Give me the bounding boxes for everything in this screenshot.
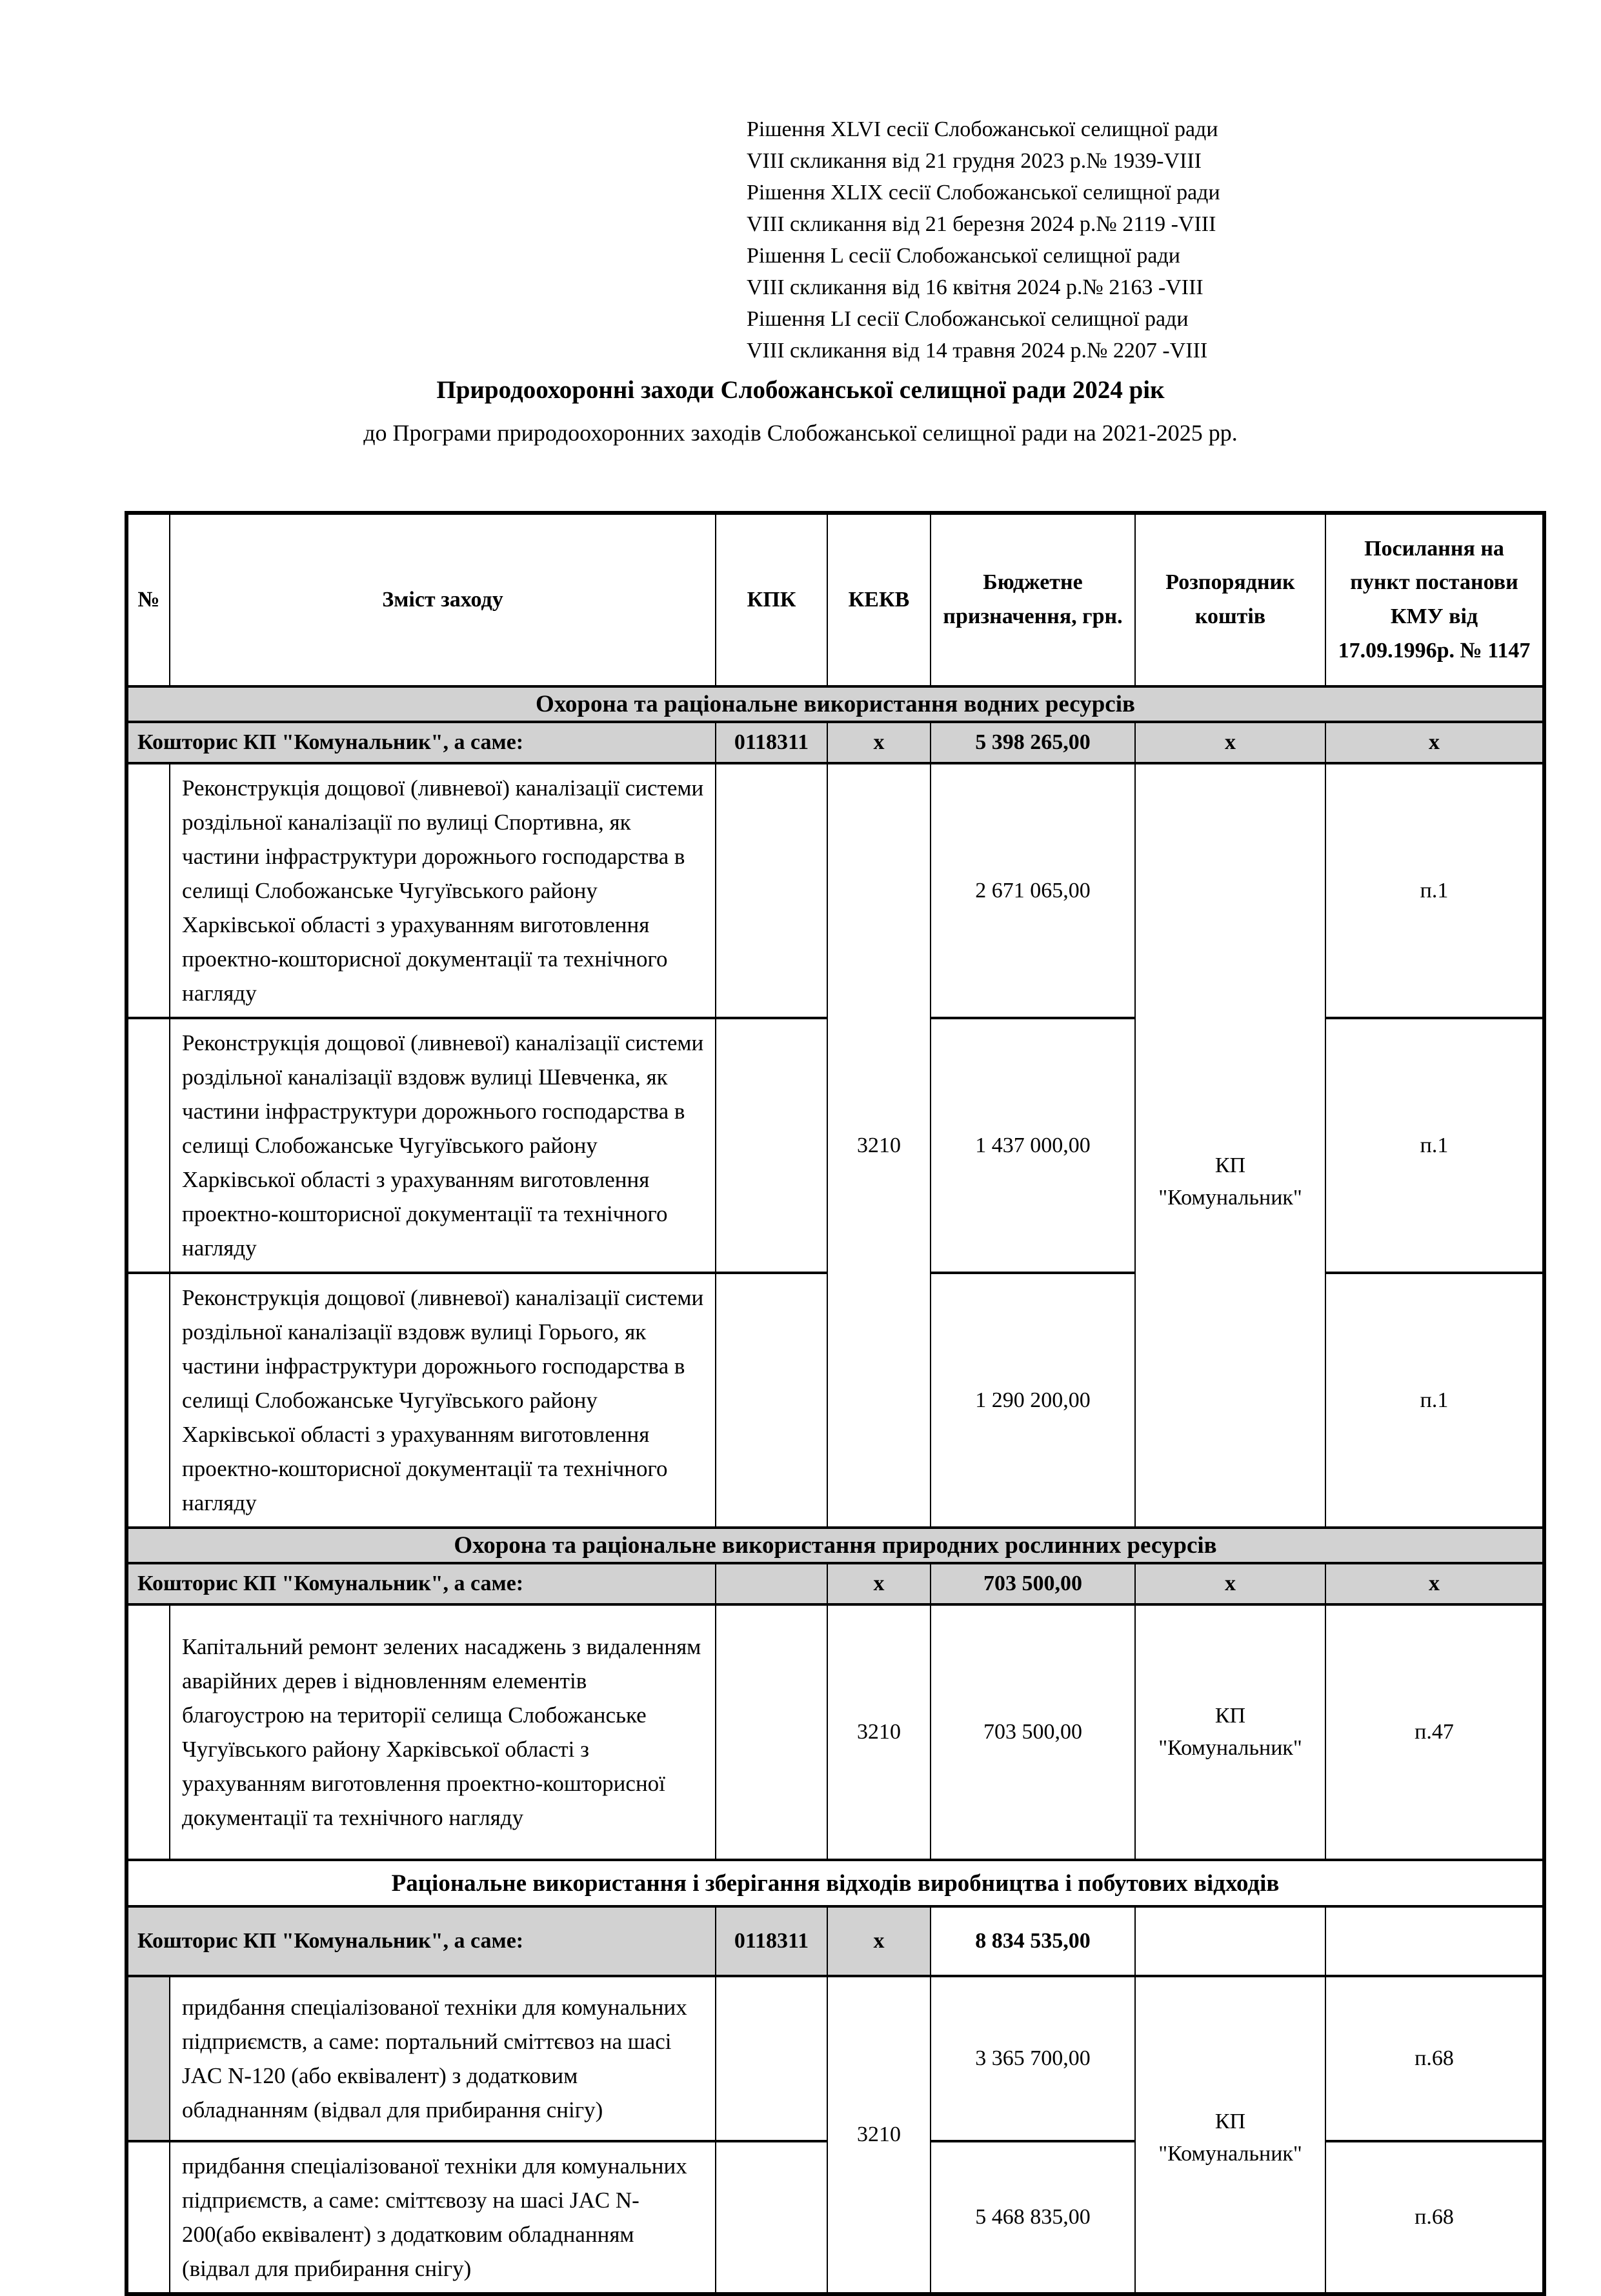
decision-line: VIII скликання від 14 травня 2024 р.№ 2207 -VIII bbox=[747, 339, 1208, 363]
decision-line: VIII скликання від 21 березня 2024 р.№ 2119 -VIII bbox=[747, 212, 1216, 236]
kpk-cell bbox=[716, 1604, 827, 1860]
row-number-cell bbox=[126, 1976, 170, 2141]
col-header-num: № bbox=[126, 513, 170, 686]
section-1-summary-row bbox=[126, 722, 1544, 763]
row-number-cell bbox=[126, 1604, 170, 1860]
col-header-kekv: КЕКВ bbox=[827, 513, 931, 686]
manager-cell: КП "Комунальник" bbox=[1135, 763, 1325, 1528]
decision-line: VIII скликання від 16 квітня 2024 р.№ 2163 -VIII bbox=[747, 275, 1203, 299]
row-number-cell bbox=[126, 1018, 170, 1273]
reference-cell: п.68 bbox=[1325, 2141, 1544, 2294]
reference-cell: п.1 bbox=[1325, 1273, 1544, 1528]
budget-cell: 703 500,00 bbox=[931, 1604, 1135, 1860]
measure-row bbox=[126, 763, 1544, 1018]
kpk-cell bbox=[716, 763, 827, 1018]
reference-cell: п.1 bbox=[1325, 1018, 1544, 1273]
section-3-header-row bbox=[126, 1860, 1544, 1906]
manager-cell: КП "Комунальник" bbox=[1135, 1604, 1325, 1860]
table-header-row bbox=[126, 513, 1544, 686]
measure-row bbox=[126, 1976, 1544, 2141]
budget-cell: 1 290 200,00 bbox=[931, 1273, 1135, 1528]
kpk-cell bbox=[716, 2141, 827, 2294]
section-2-summary-row bbox=[126, 1563, 1544, 1604]
decisions-block bbox=[747, 114, 1220, 366]
budget-cell: 3 365 700,00 bbox=[931, 1976, 1135, 2141]
summary-kpk bbox=[716, 1563, 827, 1604]
section-1-title: Охорона та раціональне використання водних ресурсів bbox=[126, 686, 1544, 722]
summary-reference: х bbox=[1325, 1563, 1544, 1604]
kekv-cell: 3210 bbox=[827, 1976, 931, 2294]
decision-line: Рішення L сесії Слобожанської селищної ради bbox=[747, 244, 1180, 268]
decision-line: Рішення XLVI сесії Слобожанської селищної ради bbox=[747, 117, 1218, 141]
section-3-title: Раціональне використання і зберігання відходів виробництва і побутових відходів bbox=[126, 1860, 1544, 1906]
section-1-header-row bbox=[126, 686, 1544, 722]
summary-budget: 5 398 265,00 bbox=[931, 722, 1135, 763]
summary-manager bbox=[1135, 1906, 1325, 1976]
decision-line: Рішення LI сесії Слобожанської селищної ради bbox=[747, 307, 1189, 331]
row-number-cell bbox=[126, 2141, 170, 2294]
summary-label: Кошторис КП "Комунальник", а саме: bbox=[126, 1563, 716, 1604]
reference-cell: п.68 bbox=[1325, 1976, 1544, 2141]
col-header-manager: Розпорядник коштів bbox=[1135, 513, 1325, 686]
measure-content: Реконструкція дощової (ливневої) каналізації системи роздільної каналізації вздовж вулиці Горього, як частини інфраструктури дорожнього господарства в селищі Слобожанське Чугуївського району Харківської області з урахуванням виготовлення проектно-кошторисної документації та технічного нагляду bbox=[170, 1273, 716, 1528]
budget-cell: 1 437 000,00 bbox=[931, 1018, 1135, 1273]
summary-budget: 703 500,00 bbox=[931, 1563, 1135, 1604]
summary-reference: х bbox=[1325, 722, 1544, 763]
kpk-cell bbox=[716, 1273, 827, 1528]
section-3-summary-row bbox=[126, 1906, 1544, 1976]
measure-content: Капітальний ремонт зелених насаджень з видаленням аварійних дерев і відновленням елементів благоустрою на території селища Слобожанське Чугуївського району Харківської області з урахуванням виготовлення проектно-кошторисної документації та технічного нагляду bbox=[170, 1604, 716, 1860]
kpk-cell bbox=[716, 1976, 827, 2141]
page-title: Природоохоронні заходи Слобожанської селищної ради 2024 рік bbox=[436, 376, 1165, 404]
manager-cell: КП "Комунальник" bbox=[1135, 1976, 1325, 2294]
budget-cell: 5 468 835,00 bbox=[931, 2141, 1135, 2294]
measure-content: придбання спеціалізованої техніки для комунальних підприємств, а саме: сміттєвозу на шасі JAC N-200(або еквівалент) з додатковим обладнанням (відвал для прибирання снігу) bbox=[170, 2141, 716, 2294]
section-2-header-row bbox=[126, 1528, 1544, 1563]
page-subtitle: до Програми природоохоронних заходів Слобожанської селищної ради на 2021-2025 рр. bbox=[363, 420, 1238, 446]
summary-reference bbox=[1325, 1906, 1544, 1976]
budget-cell: 2 671 065,00 bbox=[931, 763, 1135, 1018]
measure-content: придбання спеціалізованої техніки для комунальних підприємств, а саме: портальний сміттєвоз на шасі JAC N-120 (або еквівалент) з додатковим обладнанням (відвал для прибирання снігу) bbox=[170, 1976, 716, 2141]
section-2-title: Охорона та раціональне використання природних рослинних ресурсів bbox=[126, 1528, 1544, 1563]
col-header-budget: Бюджетне призначення, грн. bbox=[931, 513, 1135, 686]
summary-manager: х bbox=[1135, 1563, 1325, 1604]
summary-budget: 8 834 535,00 bbox=[931, 1906, 1135, 1976]
reference-cell: п.1 bbox=[1325, 763, 1544, 1018]
kekv-cell: 3210 bbox=[827, 1604, 931, 1860]
row-number-cell bbox=[126, 763, 170, 1018]
kekv-cell: 3210 bbox=[827, 763, 931, 1528]
summary-kekv: х bbox=[827, 1906, 931, 1976]
measures-table bbox=[125, 511, 1546, 2296]
summary-label: Кошторис КП "Комунальник", а саме: bbox=[126, 1906, 716, 1976]
summary-kpk: 0118311 bbox=[716, 722, 827, 763]
decision-line: VIII скликання від 21 грудня 2023 р.№ 1939-VIII bbox=[747, 149, 1202, 173]
summary-kekv: х bbox=[827, 722, 931, 763]
summary-manager: х bbox=[1135, 722, 1325, 763]
measure-row bbox=[126, 1604, 1544, 1860]
summary-label: Кошторис КП "Комунальник", а саме: bbox=[126, 722, 716, 763]
kpk-cell bbox=[716, 1018, 827, 1273]
col-header-content: Зміст заходу bbox=[170, 513, 716, 686]
row-number-cell bbox=[126, 1273, 170, 1528]
col-header-kpk: КПК bbox=[716, 513, 827, 686]
summary-kpk: 0118311 bbox=[716, 1906, 827, 1976]
summary-kekv: х bbox=[827, 1563, 931, 1604]
col-header-reference: Посилання на пункт постанови КМУ від 17.09.1996р. № 1147 bbox=[1325, 513, 1544, 686]
decision-line: Рішення XLIX сесії Слобожанської селищної ради bbox=[747, 181, 1220, 205]
reference-cell: п.47 bbox=[1325, 1604, 1544, 1860]
measure-content: Реконструкція дощової (ливневої) каналізації системи роздільної каналізації вздовж вулиці Шевченка, як частини інфраструктури дорожнього господарства в селищі Слобожанське Чугуївського району Харківської області з урахуванням виготовлення проектно-кошторисної документації та технічного нагляду bbox=[170, 1018, 716, 1273]
measure-content: Реконструкція дощової (ливневої) каналізації системи роздільної каналізації по вулиці Спортивна, як частини інфраструктури дорожнього господарства в селищі Слобожанське Чугуївського району Харківської області з урахуванням виготовлення проектно-кошторисної документації та технічного нагляду bbox=[170, 763, 716, 1018]
